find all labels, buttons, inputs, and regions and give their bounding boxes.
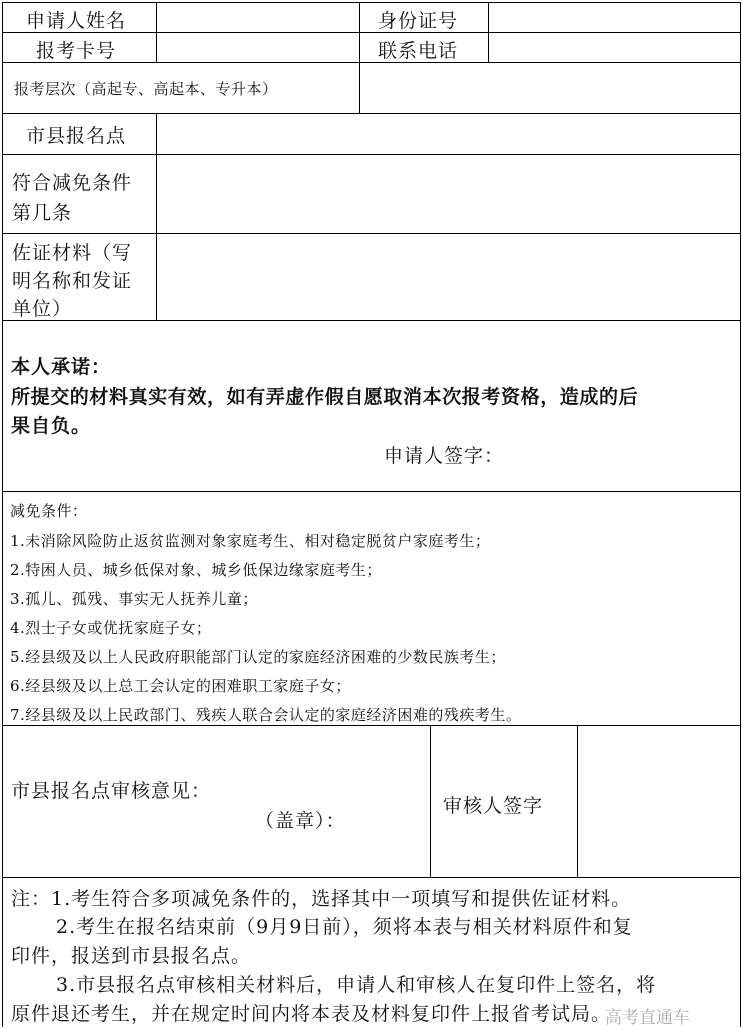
phone-field[interactable] [489, 33, 740, 62]
applicant-signature-label: 申请人签字： [384, 445, 505, 467]
proof-label-line3: 单位） [12, 298, 73, 320]
note-line: 注：1.考生符合多项减免条件的，选择其中一项填写和提供佐证材料。 [11, 888, 632, 910]
condition-item: 2.特困人员、城乡低保对象、城乡低保边缘家庭考生； [10, 561, 382, 579]
table-border-left [2, 2, 3, 1027]
row-divider [2, 491, 741, 492]
exam-card-field[interactable] [157, 33, 359, 62]
note-line: 印件，报送到市县报名点。 [11, 945, 252, 967]
note-line: 原件退还考生，并在规定时间内将本表及材料复印件上报省考试局。 [11, 1003, 612, 1025]
col-divider [430, 725, 431, 877]
promise-line2: 果自负。 [11, 415, 92, 437]
reviewer-signature-label: 审核人签字 [443, 795, 544, 817]
id-number-label: 身份证号 [378, 10, 459, 32]
registration-site-field[interactable] [157, 114, 740, 154]
condition-number-label-line2: 第几条 [12, 202, 73, 224]
reviewer-signature-field[interactable] [578, 726, 740, 877]
id-number-field[interactable] [489, 3, 740, 32]
condition-item: 4.烈士子女或优抚家庭子女； [10, 619, 212, 637]
promise-line1: 所提交的材料真实有效，如有弄虚作假自愿取消本次报考资格，造成的后 [11, 386, 639, 408]
registration-site-label: 市县报名点 [26, 125, 127, 147]
table-border-right [740, 2, 741, 1027]
note-line: 3.市县报名点审核相关材料后，申请人和审核人在复印件上签名，将 [56, 974, 657, 996]
condition-number-field[interactable] [157, 155, 740, 233]
proof-label-line2: 明名称和发证 [12, 270, 133, 292]
phone-label: 联系电话 [378, 40, 459, 62]
exam-level-label: 报考层次（高起专、高起本、专升本） [14, 80, 278, 98]
applicant-name-field[interactable] [157, 3, 359, 32]
condition-item: 5.经县级及以上人民政府职能部门认定的家庭经济困难的少数民族考生； [10, 648, 506, 666]
conditions-title: 减免条件： [10, 502, 88, 520]
condition-item: 1.未消除风险防止返贫监测对象家庭考生、相对稳定脱贫户家庭考生； [10, 532, 491, 550]
applicant-name-label: 申请人姓名 [26, 10, 127, 32]
condition-item: 6.经县级及以上总工会认定的困难职工家庭子女； [10, 677, 351, 695]
exam-card-label: 报考卡号 [36, 40, 117, 62]
proof-label-line1: 佐证材料（写 [12, 242, 133, 264]
review-opinion-label: 市县报名点审核意见： [11, 780, 212, 802]
stamp-label: （盖章）： [255, 810, 346, 832]
watermark: 高考直通车 [605, 1008, 690, 1028]
row-divider [2, 877, 741, 878]
condition-item: 7.经县级及以上民政部门、残疾人联合会认定的家庭经济困难的残疾考生。 [10, 706, 522, 724]
exam-level-field[interactable] [360, 63, 740, 113]
condition-number-label-line1: 符合减免条件 [12, 172, 133, 194]
proof-field[interactable] [157, 234, 740, 320]
condition-item: 3.孤儿、孤残、事实无人抚养儿童； [10, 590, 258, 608]
promise-title: 本人承诺： [11, 356, 112, 378]
note-line: 2.考生在报名结束前（9月9日前），须将本表与相关材料原件和复 [56, 916, 633, 938]
row-divider [2, 320, 741, 321]
col-divider [359, 2, 360, 62]
